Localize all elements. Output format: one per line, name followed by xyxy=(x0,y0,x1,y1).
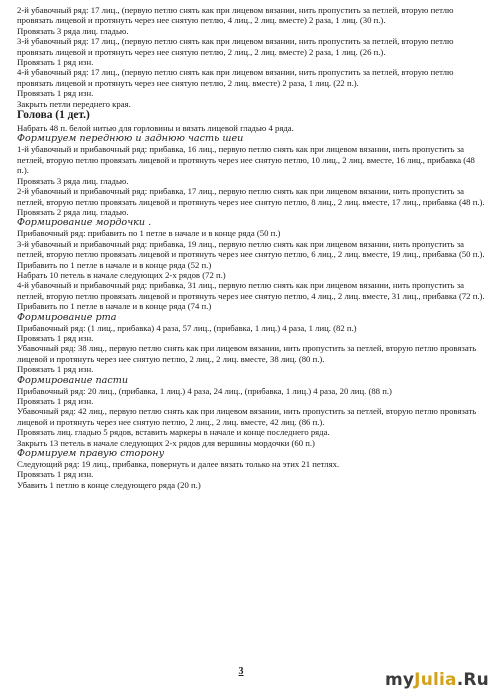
paragraph: Прибавочный ряд: 20 лиц., (прибавка, 1 лиц.) 4 раза, 24 лиц., (прибавка, 1 лиц.) 4 раза, 20 лиц. (88 п.) xyxy=(17,385,392,396)
subsection-heading: Формирование мордочки . xyxy=(17,217,152,229)
paragraph: 3-й убавочный ряд: 17 лиц., (первую петлю снять как при лицевом вязании, нить пропустить за петлей, вторую петлю провязать лицевой и протянуть через нее снятую петлю, 2 лиц., 2 лиц. вместе) 2 раза, 1 лиц. (26 п.). xyxy=(17,36,454,57)
paragraph: Прибавить по 1 петле в начале и в конце ряда (52 п.) xyxy=(17,259,212,270)
paragraph: Провязать 1 ряд изн. xyxy=(17,57,94,68)
paragraph: 2-й убавочный и прибавочный ряд: прибавка, 17 лиц., первую петлю снять как при лицевом вязании, нить пропустить за петлей, вторую петлю провязать лицевой и протянуть через нее снятую петлю, 8 лиц., 2 лиц. вместе, 17 лиц., прибавка (48 п.). xyxy=(17,186,485,207)
paragraph: Провязать лиц. гладью 5 рядов, вставить маркеры в начале и конце последнего ряда. xyxy=(17,427,330,438)
paragraph: 2-й убавочный ряд: 17 лиц., (первую петлю снять как при лицевом вязании, нить пропустить за петлей, вторую петлю провязать лицевой и протянуть через нее снятую петлю, 4 лиц., 2 лиц. вместе) 2 раза, 1 лиц. (30 п.). xyxy=(17,5,454,26)
paragraph: Набрать 48 п. белой нитью для горловины и вязать лицевой гладью 4 ряда. xyxy=(17,123,294,134)
paragraph: Провязать 1 ряд изн. xyxy=(17,396,94,406)
paragraph: Убавочный ряд: 42 лиц., первую петлю снять как при лицевом вязании, нить пропустить за петлей, вторую петлю провязать лицевой и протянуть через нее снятую петлю, 2 лиц., 2 лиц. вместе, 42 лиц. (86 п.). xyxy=(17,406,477,427)
paragraph: Закрыть 13 петель в начале следующих 2-х рядов для вершины мордочки (60 п.) xyxy=(17,437,315,448)
subsection-heading: Формирование рта xyxy=(17,311,117,323)
paragraph: Провязать 2 ряда лиц. гладью. xyxy=(17,206,129,217)
paragraph: Провязать 1 ряд изн. xyxy=(17,332,94,343)
paragraph: Прибавочный ряд: (1 лиц., прибавка) 4 раза, 57 лиц., (прибавка, 1 лиц.) 4 раза, 1 лиц. (82 п.) xyxy=(17,322,357,333)
section-heading: Голова (1 дет.) xyxy=(17,109,90,122)
paragraph: Следующий ряд: 19 лиц., прибавка, повернуть и далее вязать только на этих 21 петлях. xyxy=(17,459,340,470)
paragraph: Прибавочный ряд: прибавить по 1 петле в начале и в конце ряда (50 п.) xyxy=(17,228,281,239)
page-number: 3 xyxy=(238,666,244,677)
paragraph: Провязать 3 ряда лиц. гладью. xyxy=(17,25,129,36)
paragraph: Провязать 3 ряда лиц. гладью. xyxy=(17,175,129,186)
paragraph: Прибавить по 1 петле в начале и в конце ряда (74 п.) xyxy=(17,301,212,312)
paragraph: Убавочный ряд: 38 лиц., первую петлю снять как при лицевом вязании, нить пропустить за петлей, вторую петлю провязать лицевой и протянуть через нее снятую петлю, 2 лиц., 2 лиц. вместе, 38 лиц. (80 п.). xyxy=(17,343,477,364)
paragraph: Убавить 1 петлю в конце следующего ряда (20 п.) xyxy=(17,479,201,490)
paragraph: 3-й убавочный и прибавочный ряд: прибавка, 19 лиц., первую петлю снять как при лицевом вязании, нить пропустить за петлей, вторую петлю провязать лицевой и протянуть через нее снятую петлю, 6 лиц., 2 лиц. вместе, 19 лиц., прибавка (50 п.). xyxy=(17,238,485,260)
paragraph: Провязать 1 ряд изн. xyxy=(17,364,94,375)
subsection-heading: Формируем правую сторону xyxy=(17,448,165,460)
watermark-part2: Julia xyxy=(414,670,457,690)
subsection-heading: Формируем переднюю и заднюю часть шеи xyxy=(17,133,244,145)
paragraph: 4-й убавочный и прибавочный ряд: прибавка, 31 лиц., первую петлю снять как при лицевом вязании, нить пропустить за петлей, вторую петлю провязать лицевой и протянуть через нее снятую петлю, 4 лиц., 2 лиц. вместе, 31 лиц., прибавка (72 п.). xyxy=(17,280,485,301)
watermark-part1: my xyxy=(384,670,415,690)
watermark-logo xyxy=(385,670,489,690)
paragraph: Провязать 1 ряд изн. xyxy=(17,88,94,99)
paragraph: Провязать 1 ряд изн. xyxy=(17,469,94,480)
document-body xyxy=(17,5,485,490)
paragraph: 4-й убавочный ряд: 17 лиц., (первую петлю снять как при лицевом вязании, нить пропустить за петлей, вторую петлю провязать лицевой и протянуть через нее снятую петлю, 2 лиц. вместе) 2 раза, 1 лиц. (22 п.). xyxy=(17,67,454,88)
paragraph: Закрыть петли переднего края. xyxy=(17,98,131,109)
subsection-heading: Формирование пасти xyxy=(17,374,129,386)
paragraph: Набрать 10 петель в начале следующих 2-х рядов (72 п.) xyxy=(17,269,226,280)
paragraph: 1-й убавочный и прибавочный ряд: прибавка, 16 лиц., первую петлю снять как при лицевом вязании, нить пропустить за петлей, вторую петлю провязать лицевой и протянуть через нее снятую петлю, 10 лиц., 2 лиц. вместе, 16 лиц., прибавка (48 п.). xyxy=(17,144,475,176)
watermark-part3: .Ru xyxy=(456,670,489,690)
